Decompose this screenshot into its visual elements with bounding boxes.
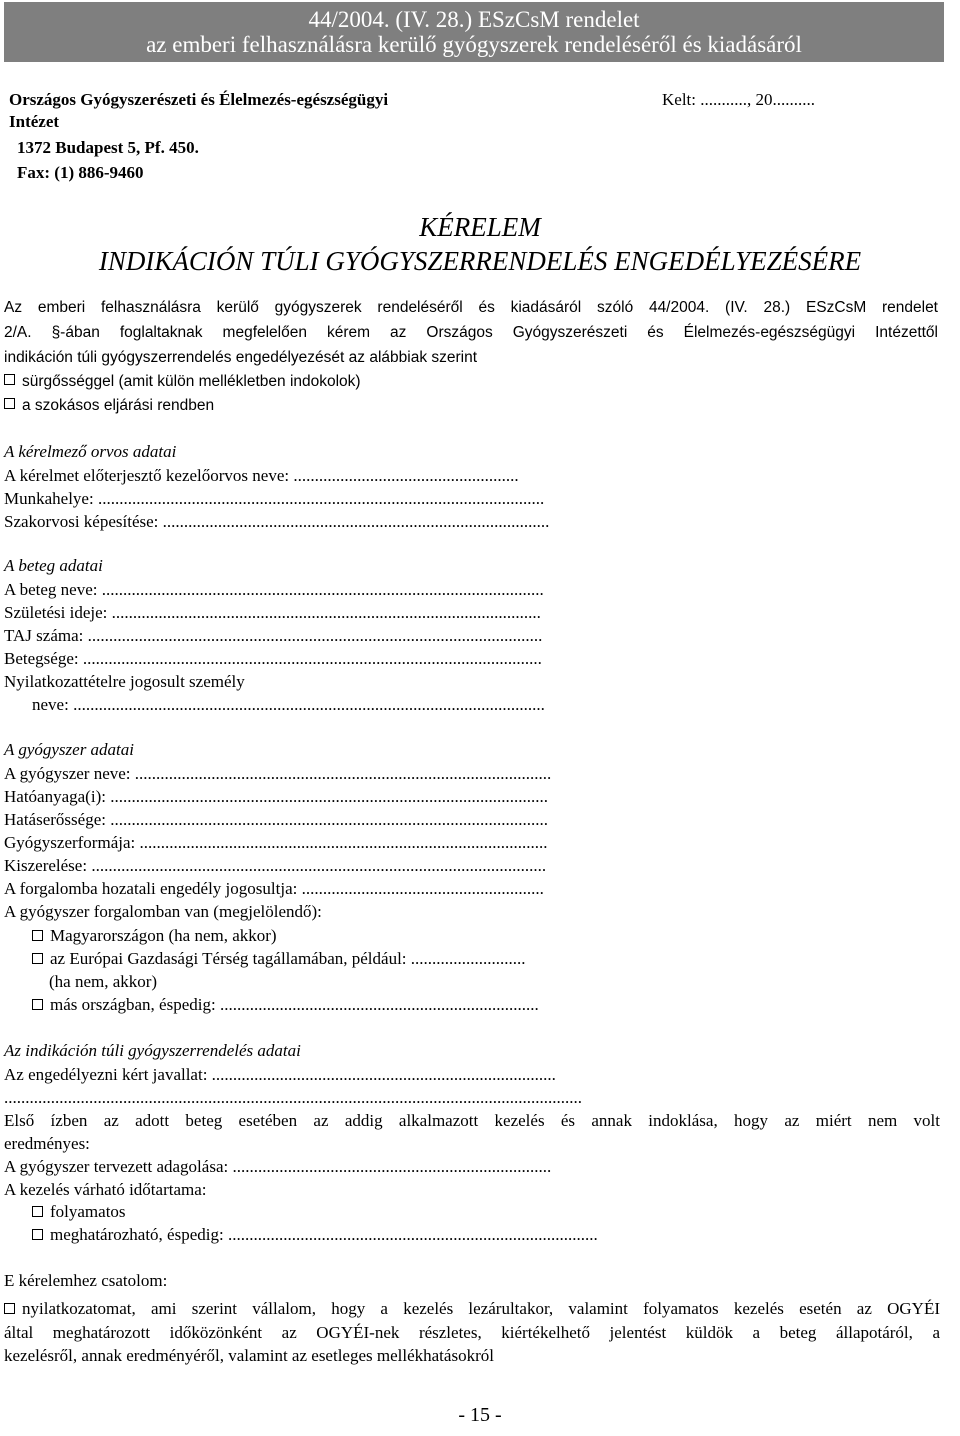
intro-line-1: Az emberi felhasználásra kerülő gyógyszerek rendeléséről és kiadásáról szóló 44/2004. (IV. 28.) ESzCsM rendelet bbox=[4, 299, 938, 316]
attachment-line-2: által meghatározott időközönként az OGYÉI-nek részletes, kiértékelhető jelentést küldök a beteg állapotáról, a bbox=[4, 1323, 940, 1342]
banner-subtitle: az emberi felhasználásra kerülő gyógyszerek rendeléséről és kiadásáról bbox=[146, 32, 802, 57]
option-definite-label: meghatározható, éspedig: ....................................................................................... bbox=[50, 1225, 598, 1244]
checkbox-icon[interactable] bbox=[4, 398, 15, 409]
checkbox-icon[interactable] bbox=[32, 999, 43, 1010]
field-doctor-name: A kérelmet előterjesztő kezelőorvos neve: ..................................................... bbox=[4, 466, 519, 485]
checkbox-icon[interactable] bbox=[32, 953, 43, 964]
field-illness: Betegsége: ............................................................................................................ bbox=[4, 649, 542, 668]
option-eea[interactable] bbox=[32, 948, 526, 970]
option-definite[interactable] bbox=[32, 1224, 598, 1246]
addressee-address: 1372 Budapest 5, Pf. 450. bbox=[17, 138, 199, 157]
patient-heading: A beteg adatai bbox=[4, 556, 103, 575]
checkbox-icon[interactable] bbox=[32, 1206, 43, 1217]
checkbox-icon[interactable] bbox=[4, 1303, 15, 1314]
header-banner bbox=[4, 2, 944, 62]
field-previous-treatment-2: eredményes: bbox=[4, 1134, 90, 1153]
attachment-heading: E kérelemhez csatolom: bbox=[4, 1271, 168, 1290]
field-dosage: A gyógyszer tervezett adagolása: ........................................................................... bbox=[4, 1157, 552, 1176]
intro-line-3: indikáción túli gyógyszerrendelés engedélyezését az alábbiak szerint bbox=[4, 349, 478, 366]
field-form: Gyógyszerformája: ................................................................................................ bbox=[4, 833, 548, 852]
option-hungary[interactable] bbox=[32, 925, 277, 947]
option-normal[interactable] bbox=[4, 395, 214, 417]
field-active-ingredient: Hatóanyaga(i): ....................................................................................................... bbox=[4, 787, 548, 806]
checkbox-icon[interactable] bbox=[4, 374, 15, 385]
field-birth-date: Születési ideje: ..................................................................................................... bbox=[4, 603, 541, 622]
option-other-country[interactable] bbox=[32, 994, 539, 1016]
option-continuous[interactable] bbox=[32, 1201, 126, 1223]
field-duration: A kezelés várható időtartama: bbox=[4, 1180, 207, 1199]
indication-heading: Az indikáción túli gyógyszerrendelés adatai bbox=[4, 1041, 301, 1060]
field-qualification: Szakorvosi képesítése: ........................................................................................... bbox=[4, 512, 550, 531]
field-previous-treatment: Első ízben az adott beteg esetében az addig alkalmazott kezelés és annak indoklása, hogy az miért nem volt bbox=[4, 1111, 940, 1130]
doctor-heading: A kérelmező orvos adatai bbox=[4, 442, 177, 461]
option-other-country-label: más országban, éspedig: ........................................................................... bbox=[50, 995, 539, 1014]
option-urgent[interactable] bbox=[4, 371, 361, 393]
option-normal-label: a szokásos eljárási rendben bbox=[22, 397, 215, 414]
field-taj: TAJ száma: ........................................................................................................... bbox=[4, 626, 543, 645]
option-eea-label: az Európai Gazdasági Térség tagállamában, például: ........................... bbox=[50, 949, 526, 968]
intro-line-2: 2/A. §-ában foglaltaknak megfelelően kérem az Országos Gyógyszerészeti és Élelmezés-egészségügyi Intézettől bbox=[4, 324, 938, 341]
checkbox-icon[interactable] bbox=[32, 930, 43, 941]
field-guardian-name: neve: ............................................................................................................... bbox=[32, 695, 545, 714]
field-license-holder: A forgalomba hozatali engedély jogosultja: ......................................................... bbox=[4, 879, 544, 898]
field-packaging: Kiszerelése: ........................................................................................................... bbox=[4, 856, 547, 875]
option-urgent-label: sürgősséggel (amit külön mellékletben indokolok) bbox=[22, 373, 361, 390]
field-indication-continued: ........................................................................................................................................ bbox=[4, 1088, 582, 1107]
option-hungary-label: Magyarországon (ha nem, akkor) bbox=[50, 926, 277, 945]
checkbox-icon[interactable] bbox=[32, 1229, 43, 1240]
doc-subtitle: INDIKÁCIÓN TÚLI GYÓGYSZERRENDELÉS ENGEDÉLYEZÉSÉRE bbox=[98, 246, 862, 276]
banner-title: 44/2004. (IV. 28.) ESzCsM rendelet bbox=[308, 7, 640, 32]
attachment-statement[interactable] bbox=[4, 1298, 940, 1320]
addressee-name-2: Intézet bbox=[9, 112, 60, 131]
drug-heading: A gyógyszer adatai bbox=[4, 740, 135, 759]
field-patient-name: A beteg neve: ........................................................................................................ bbox=[4, 580, 544, 599]
addressee-fax: Fax: (1) 886-9460 bbox=[17, 163, 144, 182]
attachment-line-3: kezelésről, annak eredményéről, valamint az esetleges mellékhatásokról bbox=[4, 1346, 494, 1365]
field-strength: Hatáserőssége: ....................................................................................................... bbox=[4, 810, 548, 829]
doc-title: KÉRELEM bbox=[419, 212, 541, 242]
field-drug-name: A gyógyszer neve: .................................................................................................. bbox=[4, 764, 552, 783]
page-number: - 15 - bbox=[458, 1404, 502, 1426]
option-continuous-label: folyamatos bbox=[50, 1202, 126, 1221]
field-indication: Az engedélyezni kért javallat: ................................................................................. bbox=[4, 1065, 556, 1084]
field-market-status: A gyógyszer forgalomban van (megjelölendő): bbox=[4, 902, 322, 921]
option-eea-note: (ha nem, akkor) bbox=[49, 972, 158, 991]
addressee-name-1: Országos Gyógyszerészeti és Élelmezés-egészségügyi bbox=[9, 90, 389, 109]
date-field: Kelt: ..........., 20.......... bbox=[662, 90, 815, 109]
field-guardian: Nyilatkozattételre jogosult személy bbox=[4, 672, 245, 691]
attachment-line-1: nyilatkozatomat, ami szerint vállalom, hogy a kezelés lezárultakor, valamint folyamatos kezelés esetén az OGYÉI bbox=[22, 1299, 940, 1318]
field-workplace: Munkahelye: ......................................................................................................... bbox=[4, 489, 545, 508]
